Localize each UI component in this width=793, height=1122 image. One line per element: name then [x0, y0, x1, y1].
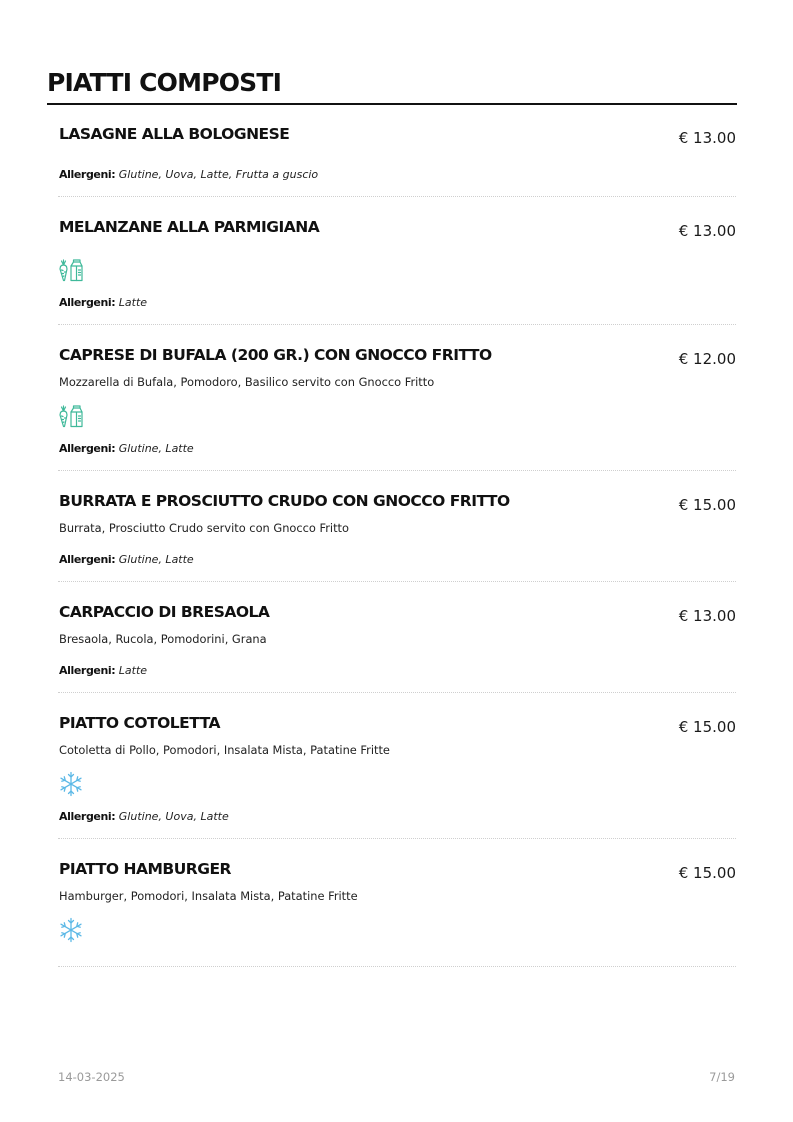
- item-price: € 13.00: [678, 129, 736, 147]
- item-allergens: [59, 295, 147, 311]
- item-price: € 13.00: [678, 607, 736, 625]
- item-description: Mozzarella di Bufala, Pomodoro, Basilico servito con Gnocco Fritto: [59, 375, 435, 389]
- allergens-label: Allergeni:: [59, 442, 116, 455]
- item-icons: [58, 403, 84, 429]
- menu-item: [58, 104, 736, 197]
- item-description: Burrata, Prosciutto Crudo servito con Gnocco Fritto: [59, 521, 349, 535]
- item-icons: [58, 771, 84, 797]
- allergens-values: Latte: [118, 664, 148, 677]
- allergens-values: Glutine, Uova, Latte: [118, 810, 229, 823]
- footer-date: 14-03-2025: [58, 1070, 125, 1084]
- allergens-label: Allergeni:: [59, 296, 116, 309]
- menu-list: [58, 104, 736, 967]
- item-price: € 15.00: [678, 864, 736, 882]
- allergens-label: Allergeni:: [59, 553, 116, 566]
- item-allergens: [59, 809, 229, 825]
- allergens-values: Glutine, Latte: [118, 442, 194, 455]
- item-name: PIATTO COTOLETTA: [59, 714, 221, 732]
- menu-item: [58, 471, 736, 582]
- menu-item: [58, 582, 736, 693]
- vegetarian-icon: [58, 403, 84, 429]
- item-allergens: [59, 663, 147, 679]
- allergens-label: Allergeni:: [59, 664, 116, 677]
- menu-item: [58, 839, 736, 967]
- item-price: € 15.00: [678, 718, 736, 736]
- item-allergens: [59, 441, 194, 457]
- item-description: Bresaola, Rucola, Pomodorini, Grana: [59, 632, 267, 646]
- menu-item: [58, 693, 736, 839]
- frozen-icon: [58, 917, 84, 943]
- allergens-values: Latte: [118, 296, 148, 309]
- item-name: CAPRESE DI BUFALA (200 GR.) CON GNOCCO FRITTO: [59, 346, 492, 364]
- vegetarian-icon: [58, 257, 84, 283]
- item-allergens: [59, 552, 194, 568]
- menu-item: [58, 197, 736, 325]
- item-name: MELANZANE ALLA PARMIGIANA: [59, 218, 320, 236]
- item-name: BURRATA E PROSCIUTTO CRUDO CON GNOCCO FRITTO: [59, 492, 510, 510]
- page-title: PIATTI COMPOSTI: [47, 64, 737, 105]
- item-description: Cotoletta di Pollo, Pomodori, Insalata Mista, Patatine Fritte: [59, 743, 390, 757]
- allergens-values: Glutine, Latte: [118, 553, 194, 566]
- item-name: CARPACCIO DI BRESAOLA: [59, 603, 270, 621]
- allergens-label: Allergeni:: [59, 810, 116, 823]
- item-description: Hamburger, Pomodori, Insalata Mista, Patatine Fritte: [59, 889, 358, 903]
- page-number: 7/19: [709, 1070, 735, 1084]
- item-price: € 12.00: [678, 350, 736, 368]
- item-icons: [58, 257, 84, 283]
- item-name: LASAGNE ALLA BOLOGNESE: [59, 125, 290, 143]
- item-icons: [58, 917, 84, 943]
- frozen-icon: [58, 771, 84, 797]
- item-price: € 13.00: [678, 222, 736, 240]
- item-allergens: [59, 167, 318, 183]
- allergens-label: Allergeni:: [59, 168, 116, 181]
- item-name: PIATTO HAMBURGER: [59, 860, 231, 878]
- allergens-values: Glutine, Uova, Latte, Frutta a guscio: [118, 168, 319, 181]
- menu-item: [58, 325, 736, 471]
- item-price: € 15.00: [678, 496, 736, 514]
